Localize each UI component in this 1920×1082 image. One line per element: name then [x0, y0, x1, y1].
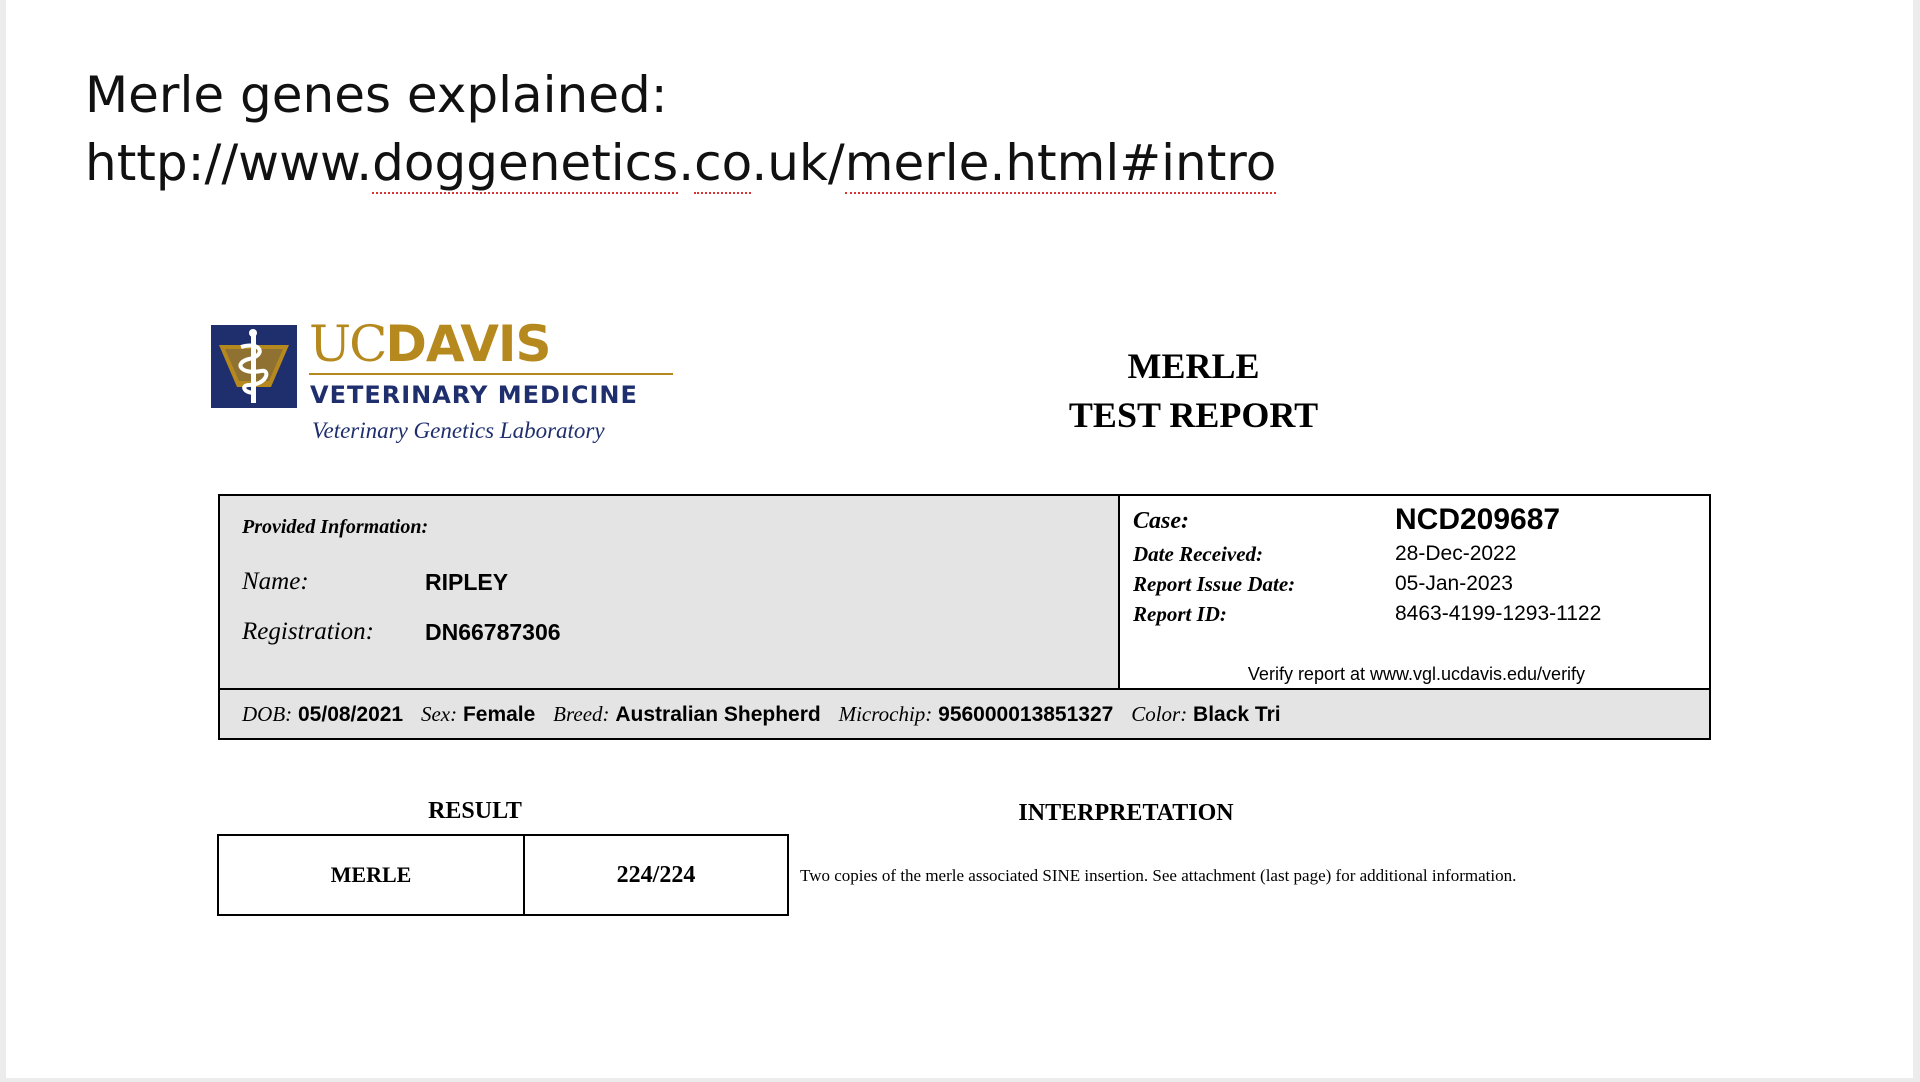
- url-prefix: http://www.: [85, 134, 373, 192]
- sex-value: Female: [462, 703, 536, 726]
- registration-label: Registration:: [242, 618, 374, 645]
- name-value: RIPLEY: [425, 569, 509, 595]
- date-received-label: Date Received:: [1133, 542, 1264, 566]
- dob-value: 05/08/2021: [298, 703, 404, 726]
- logo-davis: DAVIS: [385, 315, 551, 373]
- registration-value: DN66787306: [425, 619, 561, 645]
- issue-date-value: 05-Jan-2023: [1395, 572, 1513, 595]
- breed-label: Breed:: [553, 702, 610, 726]
- name-label: Name:: [242, 568, 309, 595]
- logo-rule: [309, 373, 673, 375]
- case-label: Case:: [1133, 508, 1189, 534]
- interpretation-text: Two copies of the merle associated SINE insertion. See attachment (last page) for additional information.: [800, 866, 1517, 885]
- slide: [6, 0, 1913, 1078]
- url-uk: uk: [767, 134, 828, 192]
- logo-school: VETERINARY MEDICINE: [310, 381, 638, 409]
- caduceus-shield-icon: [211, 325, 297, 408]
- case-value: NCD209687: [1395, 503, 1561, 536]
- issue-date-label: Report Issue Date:: [1133, 572, 1296, 596]
- url-dot2: .: [751, 134, 768, 192]
- ucdavis-wordmark: [309, 315, 551, 373]
- url-co: co: [694, 134, 752, 192]
- color-value: Black Tri: [1193, 703, 1281, 726]
- url-domain: doggenetics: [372, 134, 679, 192]
- result-heading: RESULT: [428, 798, 522, 824]
- microchip-label: Microchip:: [838, 702, 933, 726]
- logo-lab: Veterinary Genetics Laboratory: [312, 418, 605, 443]
- verify-text[interactable]: Verify report at www.vgl.ucdavis.edu/verify: [1247, 664, 1586, 684]
- sex-label: Sex:: [420, 702, 458, 726]
- report-id-label: Report ID:: [1133, 602, 1227, 626]
- microchip-value: 956000013851327: [938, 703, 1114, 726]
- date-received-value: 28-Dec-2022: [1395, 542, 1517, 565]
- url-dot: .: [678, 134, 695, 192]
- slide-heading: Merle genes explained:: [85, 66, 668, 124]
- color-label: Color:: [1131, 702, 1188, 726]
- case-info-panel: [1118, 494, 1711, 690]
- slide-url[interactable]: [85, 134, 1276, 192]
- dob-label: DOB:: [242, 702, 293, 726]
- report-title-line1: MERLE: [1127, 346, 1260, 386]
- result-test-cell: MERLE: [217, 834, 525, 916]
- url-slash: /: [827, 134, 845, 192]
- url-path: merle.html#intro: [844, 134, 1277, 192]
- provided-info-panel: [218, 494, 1120, 690]
- provided-heading: Provided Information:: [242, 516, 429, 538]
- logo-uc: UC: [309, 315, 386, 373]
- report-id-value: 8463-4199-1293-1122: [1395, 602, 1602, 625]
- result-value-cell: 224/224: [523, 834, 789, 916]
- breed-value: Australian Shepherd: [615, 703, 821, 726]
- report-title-line2: TEST REPORT: [1068, 395, 1319, 435]
- dog-details-line: [242, 702, 1281, 727]
- interpretation-heading: INTERPRETATION: [1018, 800, 1234, 826]
- dog-details-bar: [218, 688, 1711, 740]
